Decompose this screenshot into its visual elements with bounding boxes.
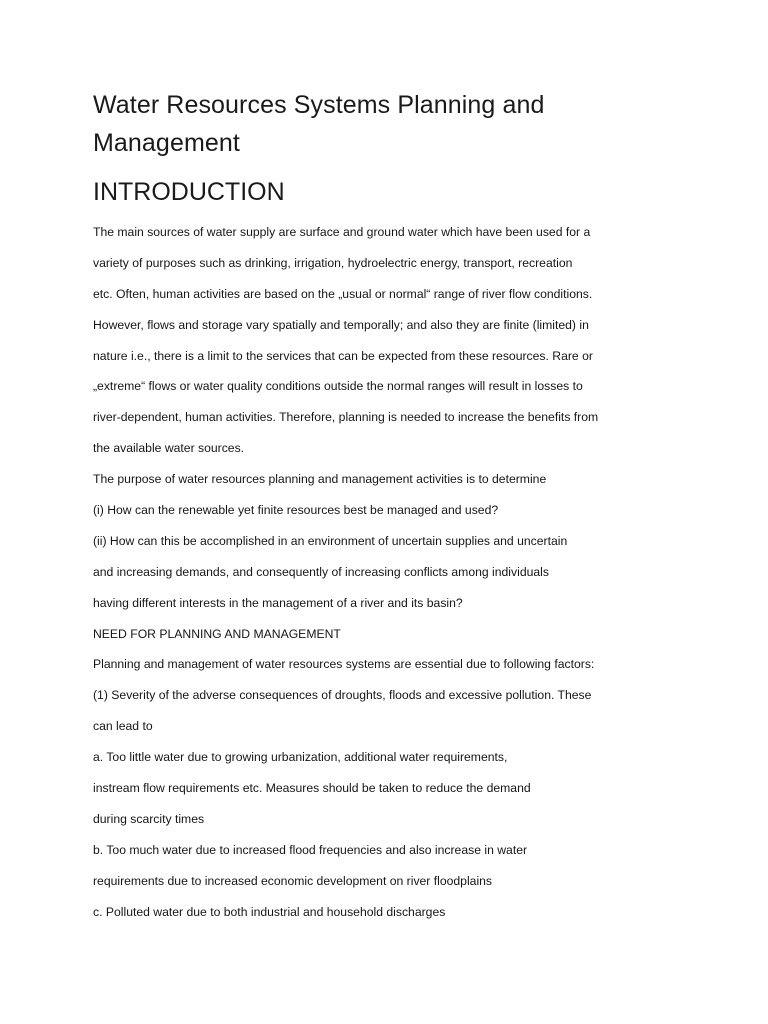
text-line: the available water sources. xyxy=(93,441,245,456)
text-line: during scarcity times xyxy=(93,811,205,826)
text-line: can lead to xyxy=(93,719,153,734)
text-line: variety of purposes such as drinking, irrigation, hydroelectric energy, transport, recreation xyxy=(93,255,573,270)
text-line: The main sources of water supply are surface and ground water which have been used for a xyxy=(93,225,591,239)
text-line: and increasing demands, and consequently of increasing conflicts among individuals xyxy=(93,564,549,579)
subheading-need-for-planning: NEED FOR PLANNING AND MANAGEMENT xyxy=(93,626,341,641)
body-text xyxy=(93,217,693,927)
text-line: „extreme“ flows or water quality conditions outside the normal ranges will result in losses to xyxy=(93,379,583,394)
text-line: However, flows and storage vary spatially and temporally; and also they are finite (limited) in xyxy=(93,317,589,332)
text-line: (i) How can the renewable yet finite resources best be managed and used? xyxy=(93,503,499,518)
document-title: Water Resources Systems Planning and Management xyxy=(93,91,545,157)
text-line: instream flow requirements etc. Measures should be taken to reduce the demand xyxy=(93,781,531,796)
text-line: (1) Severity of the adverse consequences of droughts, floods and excessive pollution. These xyxy=(93,688,592,703)
text-line: Planning and management of water resources systems are essential due to following factors: xyxy=(93,657,595,672)
text-line: c. Polluted water due to both industrial and household discharges xyxy=(93,904,446,919)
text-line: b. Too much water due to increased flood frequencies and also increase in water xyxy=(93,842,528,857)
section-heading-introduction: INTRODUCTION xyxy=(93,178,285,206)
text-line: etc. Often, human activities are based on the „usual or normal“ range of river flow conditions. xyxy=(93,286,593,301)
text-line: having different interests in the management of a river and its basin? xyxy=(93,595,463,610)
text-line: river-dependent, human activities. Therefore, planning is needed to increase the benefits from xyxy=(93,410,599,425)
text-line: nature i.e., there is a limit to the services that can be expected from these resources. Rare or xyxy=(93,348,593,363)
text-line: The purpose of water resources planning and management activities is to determine xyxy=(93,472,547,487)
text-line: requirements due to increased economic development on river floodplains xyxy=(93,873,493,888)
text-line: a. Too little water due to growing urbanization, additional water requirements, xyxy=(93,750,508,765)
text-line: (ii) How can this be accomplished in an environment of uncertain supplies and uncertain xyxy=(93,533,568,548)
